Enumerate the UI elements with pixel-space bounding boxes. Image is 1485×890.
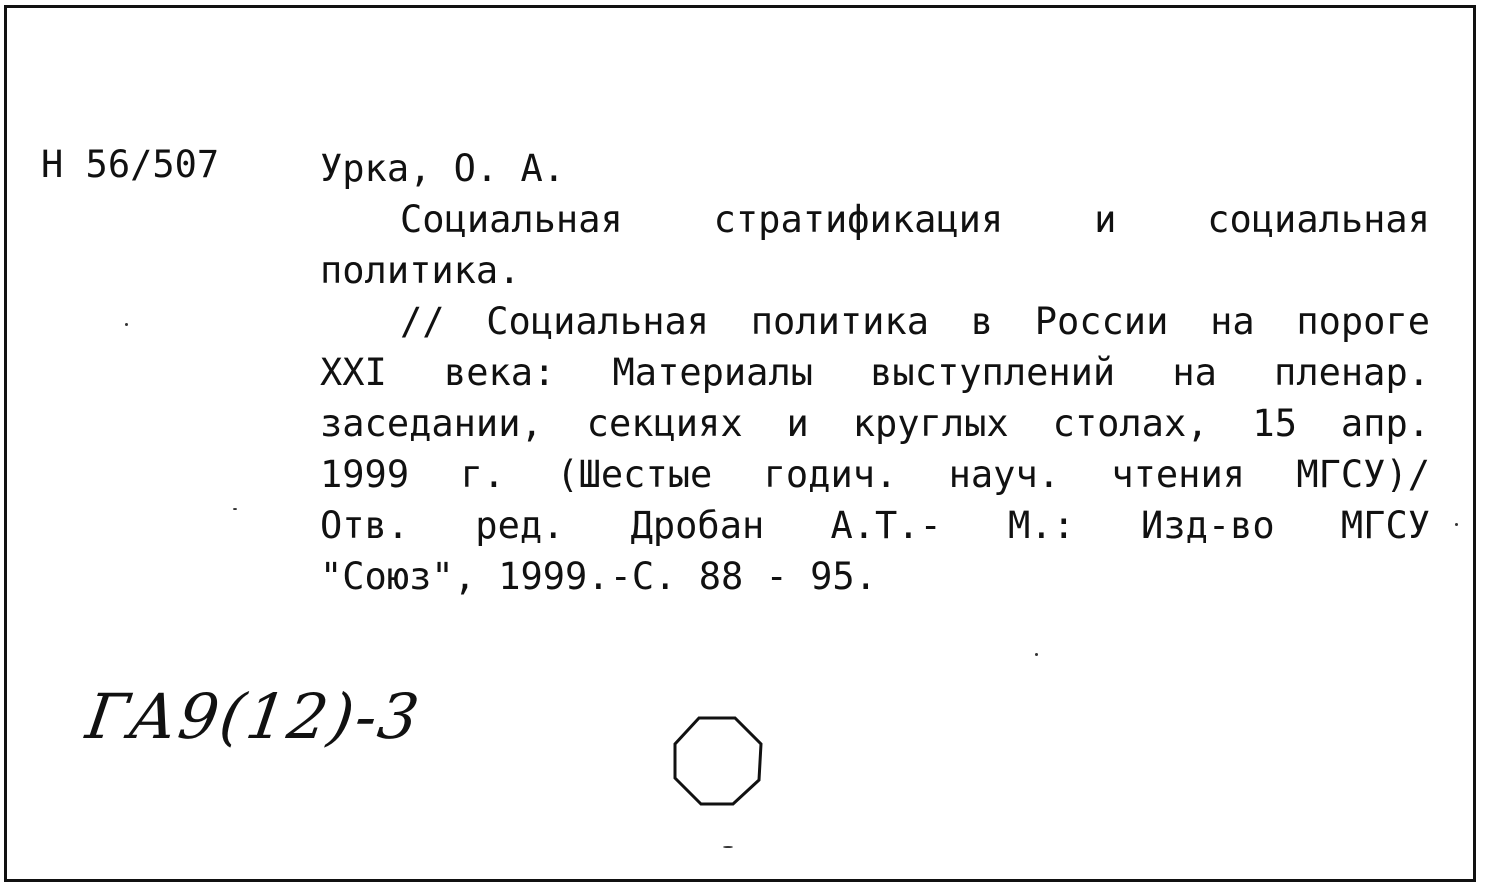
scan-speck	[1455, 523, 1458, 526]
scan-speck	[1035, 653, 1038, 656]
catalog-card	[4, 5, 1476, 882]
title-line-2: политика.	[320, 249, 521, 292]
punch-hole-icon	[671, 714, 763, 806]
source-line-2: XXI века: Материалы выступлений на пленар.	[320, 351, 1430, 394]
bibliographic-entry	[320, 143, 1430, 602]
handwritten-classification-code: ГА9(12)-3	[81, 680, 426, 753]
source-line-3: заседании, секциях и круглых столах, 15 апр.	[320, 402, 1430, 445]
author: Урка, О. А.	[320, 147, 566, 190]
title-line-1: Социальная стратификация и социальная	[400, 198, 1430, 241]
scan-speck	[125, 323, 128, 326]
scan-speck	[233, 508, 237, 510]
source-line-6: "Союз", 1999.-С. 88 - 95.	[320, 555, 877, 598]
source-line-4: 1999 г. (Шестые годич. науч. чтения МГСУ)/	[320, 453, 1430, 496]
source-line-1: // Социальная политика в России на пороге	[400, 300, 1430, 343]
shelfmark: Н 56/507	[41, 143, 220, 186]
scan-speck	[723, 846, 733, 848]
source-line-5: Отв. ред. Дробан А.Т.- М.: Изд-во МГСУ	[320, 504, 1430, 547]
